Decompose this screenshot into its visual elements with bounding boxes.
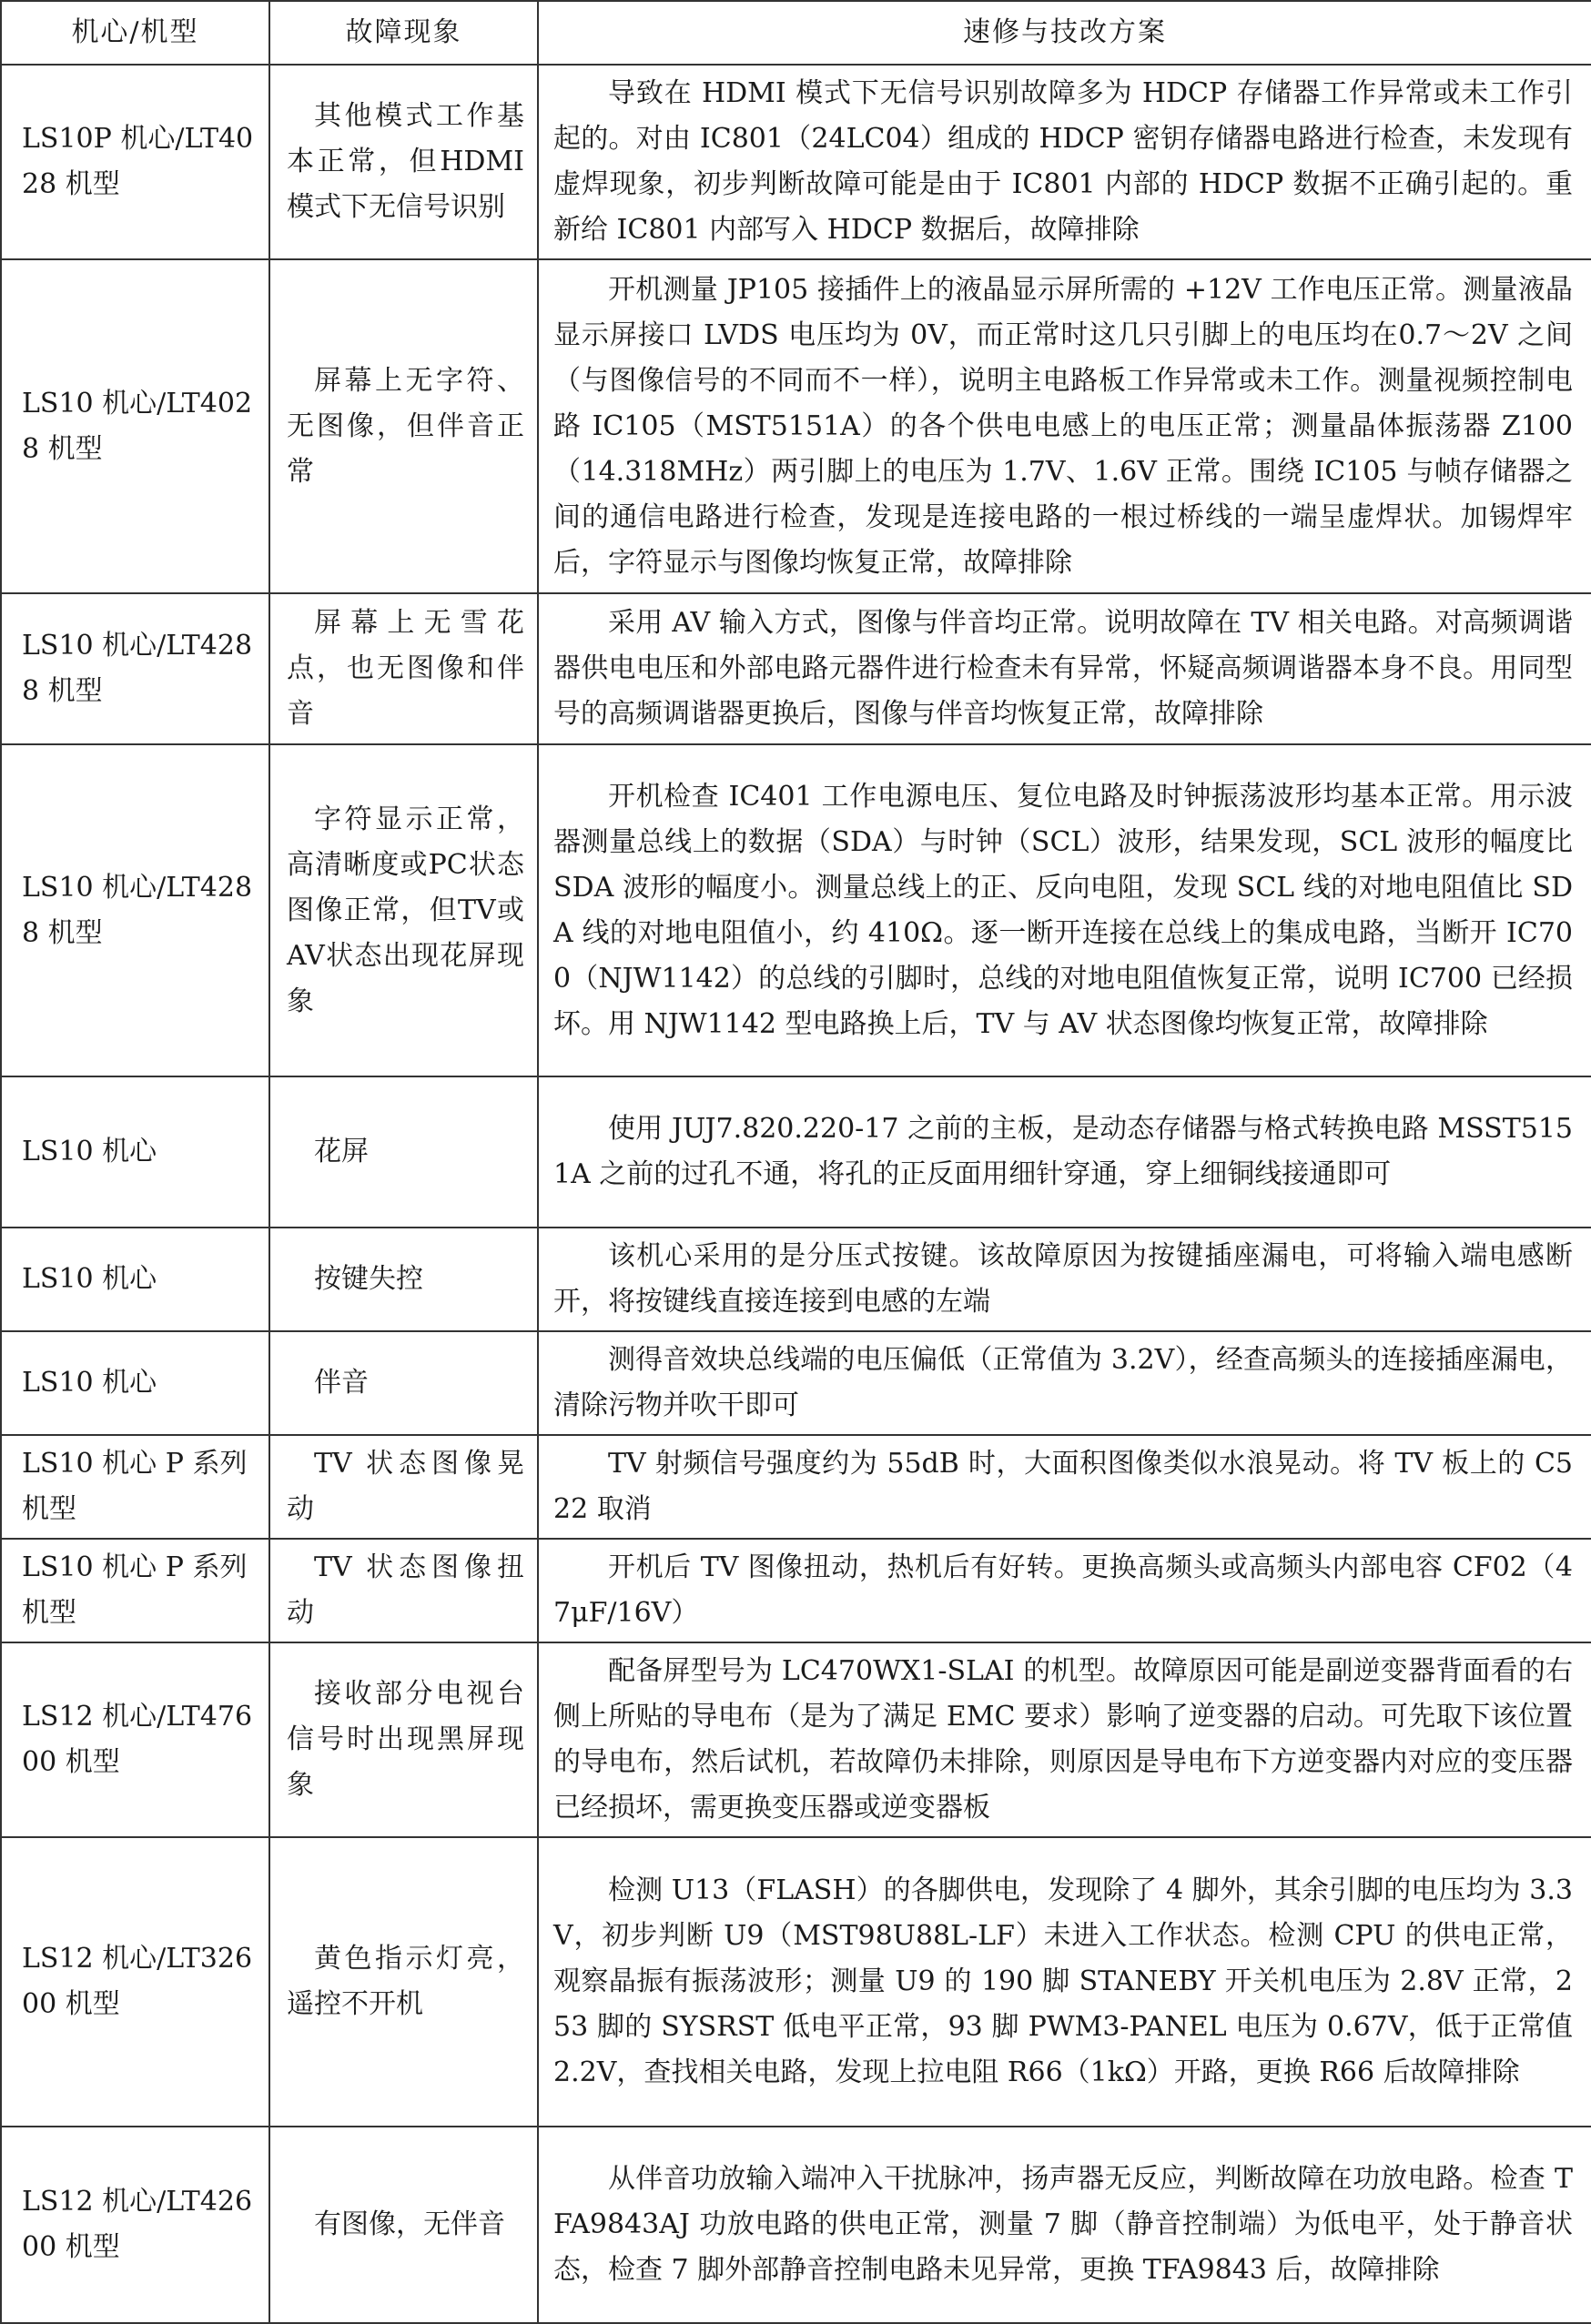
model-cell: LS12 机心/LT32600 机型	[1, 1837, 269, 2127]
model-cell: LS10P 机心/LT4028 机型	[1, 65, 269, 259]
solution-cell: 导致在 HDMI 模式下无信号识别故障多为 HDCP 存储器工作异常或未工作引起的。对由 IC801（24LC04）组成的 HDCP 密钥存储器电路进行检查，未发现有虚焊现象，初步判断故障可能是由于 IC801 内部的 HDCP 数据不正确引起的。重新给 IC801 内部写入 HDCP 数据后，故障排除	[538, 65, 1591, 259]
header-solution: 速修与技改方案	[538, 1, 1591, 65]
fault-cell: 按键失控	[269, 1228, 538, 1331]
solution-cell: TV 射频信号强度约为 55dB 时，大面积图像类似水浪晃动。将 TV 板上的 C522 取消	[538, 1435, 1591, 1539]
fault-cell: 黄色指示灯亮，遥控不开机	[269, 1837, 538, 2127]
model-cell: LS10 机心/LT4288 机型	[1, 744, 269, 1076]
model-cell: LS10 机心	[1, 1076, 269, 1228]
solution-cell: 开机检查 IC401 工作电源电压、复位电路及时钟振荡波形均基本正常。用示波器测量总线上的数据（SDA）与时钟（SCL）波形，结果发现，SCL 波形的幅度比 SDA 波形的幅度小。测量总线上的正、反向电阻，发现 SCL 线的对地电阻值比 SDA 线的对地电阻值小，约 410Ω。逐一断开连接在总线上的集成电路，当断开 IC700（NJW1142）的总线的引脚时，总线的对地电阻值恢复正常，说明 IC700 已经损坏。用 NJW1142 型电路换上后，TV 与 AV 状态图像均恢复正常，故障排除	[538, 744, 1591, 1076]
model-cell: LS10 机心 P 系列机型	[1, 1539, 269, 1642]
fault-cell: 伴音	[269, 1331, 538, 1435]
fault-cell: 字符显示正常，高清晰度或PC状态图像正常，但TV或AV状态出现花屏现象	[269, 744, 538, 1076]
table-row	[1, 1539, 1591, 1642]
table-row	[1, 593, 1591, 744]
solution-cell: 从伴音功放输入端冲入干扰脉冲，扬声器无反应，判断故障在功放电路。检查 TFA9843AJ 功放电路的供电正常，测量 7 脚（静音控制端）为低电平，处于静音状态，检查 7 脚外部静音控制电路未见异常，更换 TFA9843 后，故障排除	[538, 2127, 1591, 2323]
fault-cell: 有图像，无伴音	[269, 2127, 538, 2323]
fault-cell: 其他模式工作基本正常，但HDMI模式下无信号识别	[269, 65, 538, 259]
fault-cell: 屏幕上无雪花点，也无图像和伴音	[269, 593, 538, 744]
table-row	[1, 744, 1591, 1076]
table-row	[1, 1228, 1591, 1331]
model-cell: LS10 机心/LT4028 机型	[1, 259, 269, 593]
table-row	[1, 1837, 1591, 2127]
model-cell: LS10 机心 P 系列机型	[1, 1435, 269, 1539]
model-cell: LS12 机心/LT47600 机型	[1, 1642, 269, 1837]
header-row	[1, 1, 1591, 65]
model-cell: LS10 机心/LT4288 机型	[1, 593, 269, 744]
fault-cell: 接收部分电视台信号时出现黑屏现象	[269, 1642, 538, 1837]
table-row	[1, 1331, 1591, 1435]
fault-cell: TV 状态图像晃动	[269, 1435, 538, 1539]
solution-cell: 检测 U13（FLASH）的各脚供电，发现除了 4 脚外，其余引脚的电压均为 3.3V，初步判断 U9（MST98U88L-LF）未进入工作状态。检测 CPU 的供电正常，观察晶振有振荡波形；测量 U9 的 190 脚 STANEBY 开关机电压为 2.8V 正常，253 脚的 SYSRST 低电平正常，93 脚 PWM3-PANEL 电压为 0.67V，低于正常值 2.2V，查找相关电路，发现上拉电阻 R66（1kΩ）开路，更换 R66 后故障排除	[538, 1837, 1591, 2127]
fault-cell: 屏幕上无字符、无图像，但伴音正常	[269, 259, 538, 593]
model-cell: LS10 机心	[1, 1228, 269, 1331]
solution-cell: 测得音效块总线端的电压偏低（正常值为 3.2V），经查高频头的连接插座漏电，清除污物并吹干即可	[538, 1331, 1591, 1435]
model-cell: LS10 机心	[1, 1331, 269, 1435]
table-row	[1, 259, 1591, 593]
fault-cell: TV 状态图像扭动	[269, 1539, 538, 1642]
fault-cell: 花屏	[269, 1076, 538, 1228]
table-row	[1, 2127, 1591, 2323]
solution-cell: 采用 AV 输入方式，图像与伴音均正常。说明故障在 TV 相关电路。对高频调谐器供电电压和外部电路元器件进行检查未有异常，怀疑高频调谐器本身不良。用同型号的高频调谐器更换后，图像与伴音均恢复正常，故障排除	[538, 593, 1591, 744]
header-fault: 故障现象	[269, 1, 538, 65]
model-cell: LS12 机心/LT42600 机型	[1, 2127, 269, 2323]
table-row	[1, 1076, 1591, 1228]
solution-cell: 使用 JUJ7.820.220-17 之前的主板，是动态存储器与格式转换电路 MSST5151A 之前的过孔不通，将孔的正反面用细针穿通，穿上细铜线接通即可	[538, 1076, 1591, 1228]
solution-cell: 配备屏型号为 LC470WX1-SLAI 的机型。故障原因可能是副逆变器背面看的右侧上所贴的导电布（是为了满足 EMC 要求）影响了逆变器的启动。可先取下该位置的导电布，然后试机，若故障仍未排除，则原因是导电布下方逆变器内对应的变压器已经损坏，需更换变压器或逆变器板	[538, 1642, 1591, 1837]
table-row	[1, 1435, 1591, 1539]
header-model: 机心/机型	[1, 1, 269, 65]
table-row	[1, 65, 1591, 259]
solution-cell: 开机测量 JP105 接插件上的液晶显示屏所需的 +12V 工作电压正常。测量液晶显示屏接口 LVDS 电压均为 0V，而正常时这几只引脚上的电压均在0.7～2V 之间（与图像信号的不同而不一样），说明主电路板工作异常或未工作。测量视频控制电路 IC105（MST5151A）的各个供电电感上的电压正常；测量晶体振荡器 Z100（14.318MHz）两引脚上的电压为 1.7V、1.6V 正常。围绕 IC105 与帧存储器之间的通信电路进行检查，发现是连接电路的一根过桥线的一端呈虚焊状。加锡焊牢后，字符显示与图像均恢复正常，故障排除	[538, 259, 1591, 593]
solution-cell: 开机后 TV 图像扭动，热机后有好转。更换高频头或高频头内部电容 CF02（47μF/16V）	[538, 1539, 1591, 1642]
table-row	[1, 1642, 1591, 1837]
solution-cell: 该机心采用的是分压式按键。该故障原因为按键插座漏电，可将输入端电感断开，将按键线直接连接到电感的左端	[538, 1228, 1591, 1331]
